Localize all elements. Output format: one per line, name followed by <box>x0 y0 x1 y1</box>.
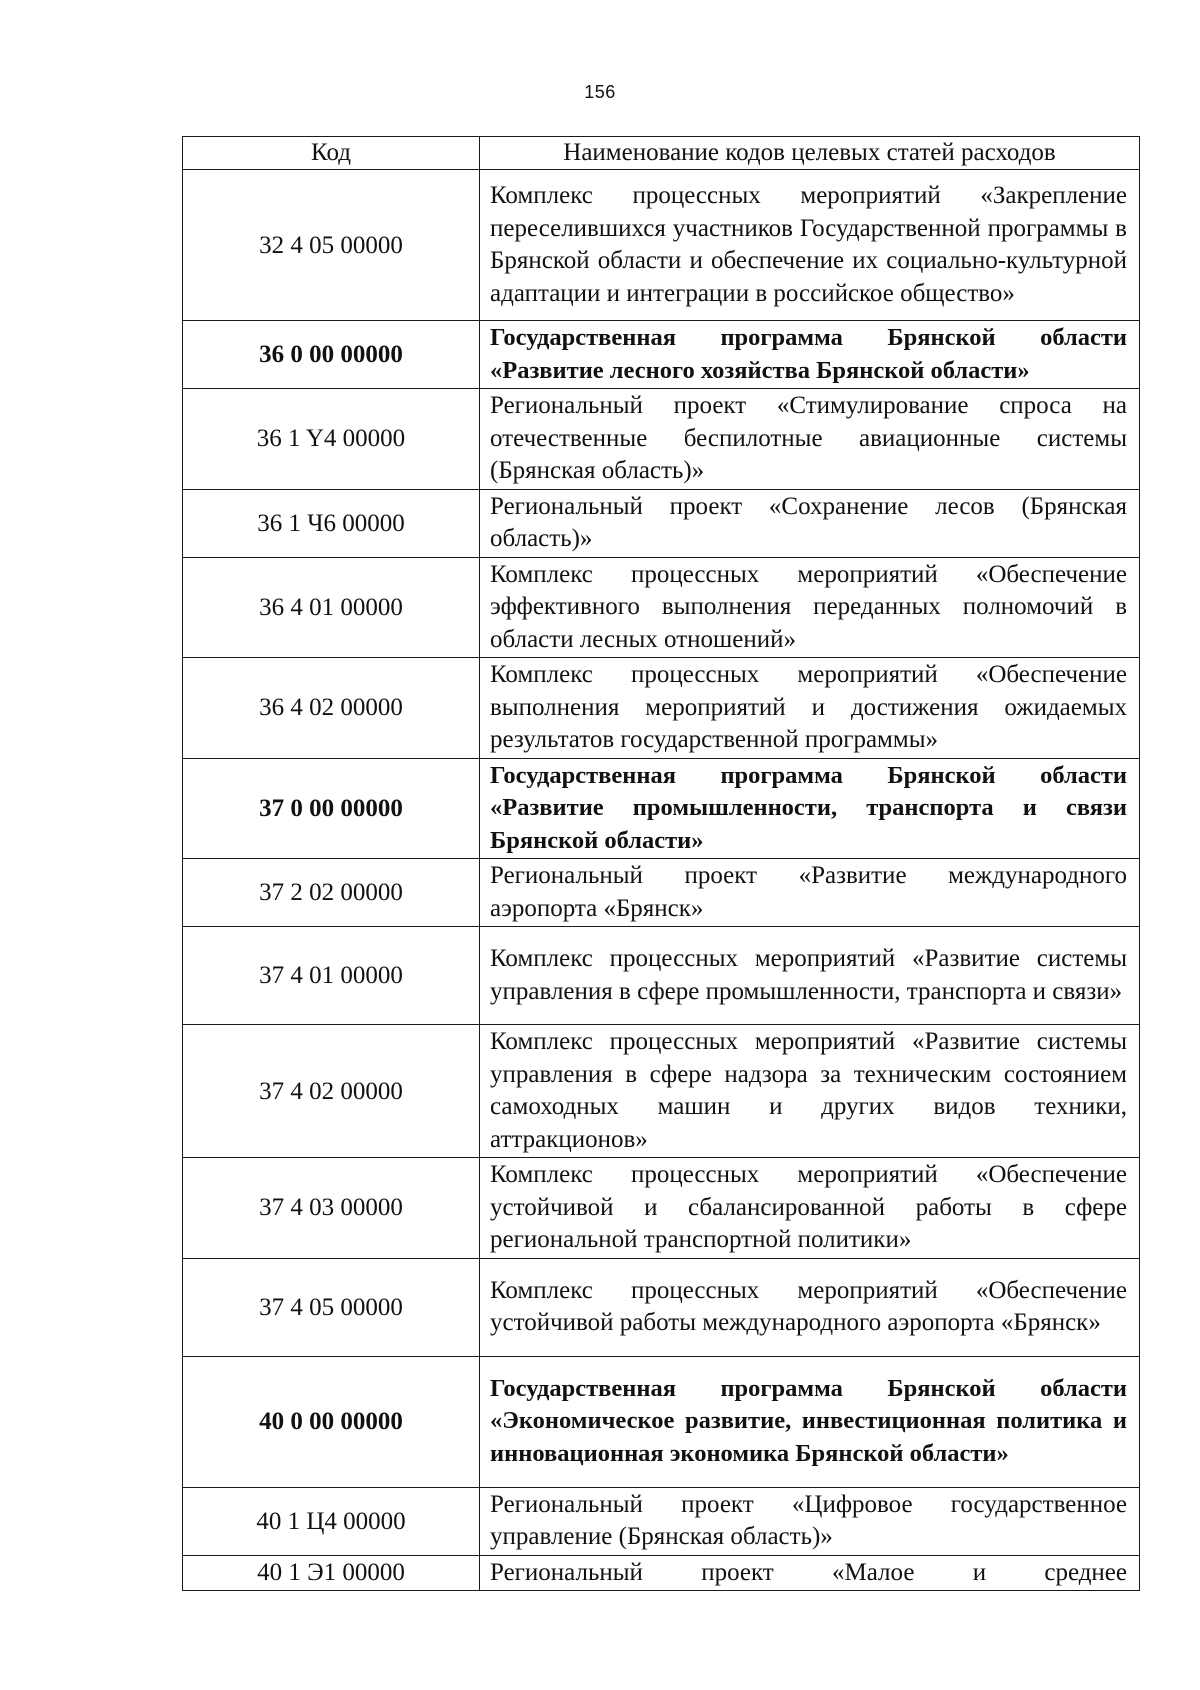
target-expense-codes-table <box>182 136 1140 1591</box>
table-header-row <box>183 137 1140 170</box>
table-row <box>183 1025 1140 1158</box>
page-number: 156 <box>584 82 616 102</box>
row-code: 36 0 00 00000 <box>183 321 480 389</box>
row-code: 40 1 Ц4 00000 <box>183 1487 480 1555</box>
table-row <box>183 927 1140 1025</box>
table-row <box>183 1158 1140 1259</box>
row-code: 36 4 02 00000 <box>183 658 480 759</box>
row-name: Комплекс процессных мероприятий «Обеспечение устойчивой и сбалансированной работы в сфере региональной транспортной политики» <box>480 1158 1140 1259</box>
row-code: 37 2 02 00000 <box>183 859 480 927</box>
row-name: Региональный проект «Малое и среднее <box>480 1555 1140 1591</box>
table-row-program <box>183 321 1140 389</box>
row-name: Государственная программа Брянской области «Развитие промышленности, транспорта и связи Брянской области» <box>480 758 1140 859</box>
table-row <box>183 859 1140 927</box>
table-row <box>183 658 1140 759</box>
row-name: Комплекс процессных мероприятий «Закрепление переселившихся участников Государственной программы в Брянской области и обеспечение их социально-культурной адаптации и интеграции в российское общество» <box>480 170 1140 321</box>
row-code: 37 0 00 00000 <box>183 758 480 859</box>
row-code: 36 1 Y4 00000 <box>183 389 480 490</box>
table-row <box>183 1258 1140 1356</box>
table-row-program <box>183 1356 1140 1487</box>
row-name: Государственная программа Брянской области «Развитие лесного хозяйства Брянской области» <box>480 321 1140 389</box>
row-name: Региональный проект «Развитие международного аэропорта «Брянск» <box>480 859 1140 927</box>
row-name: Комплекс процессных мероприятий «Развитие системы управления в сфере промышленности, транспорта и связи» <box>480 927 1140 1025</box>
table-row <box>183 489 1140 557</box>
header-code: Код <box>183 137 480 170</box>
row-name: Региональный проект «Цифровое государственное управление (Брянская область)» <box>480 1487 1140 1555</box>
table-row-program <box>183 758 1140 859</box>
row-name: Региональный проект «Стимулирование спроса на отечественные беспилотные авиационные системы (Брянская область)» <box>480 389 1140 490</box>
row-code: 36 4 01 00000 <box>183 557 480 658</box>
row-name: Комплекс процессных мероприятий «Обеспечение выполнения мероприятий и достижения ожидаемых результатов государственной программы» <box>480 658 1140 759</box>
row-code: 37 4 05 00000 <box>183 1258 480 1356</box>
row-code: 40 1 Э1 00000 <box>183 1555 480 1591</box>
row-name: Комплекс процессных мероприятий «Обеспечение эффективного выполнения переданных полномочий в области лесных отношений» <box>480 557 1140 658</box>
table-row <box>183 1487 1140 1555</box>
table-row <box>183 1555 1140 1591</box>
table-row <box>183 170 1140 321</box>
table-row <box>183 389 1140 490</box>
row-name: Комплекс процессных мероприятий «Развитие системы управления в сфере надзора за техническим состоянием самоходных машин и других видов техники, аттракционов» <box>480 1025 1140 1158</box>
row-name: Государственная программа Брянской области «Экономическое развитие, инвестиционная политика и инновационная экономика Брянской области» <box>480 1356 1140 1487</box>
table-row <box>183 557 1140 658</box>
row-code: 37 4 02 00000 <box>183 1025 480 1158</box>
row-code: 37 4 01 00000 <box>183 927 480 1025</box>
row-name: Комплекс процессных мероприятий «Обеспечение устойчивой работы международного аэропорта «Брянск» <box>480 1258 1140 1356</box>
row-name: Региональный проект «Сохранение лесов (Брянская область)» <box>480 489 1140 557</box>
row-code: 36 1 Ч6 00000 <box>183 489 480 557</box>
row-code: 32 4 05 00000 <box>183 170 480 321</box>
row-code: 40 0 00 00000 <box>183 1356 480 1487</box>
header-name: Наименование кодов целевых статей расходов <box>480 137 1140 170</box>
row-code: 37 4 03 00000 <box>183 1158 480 1259</box>
